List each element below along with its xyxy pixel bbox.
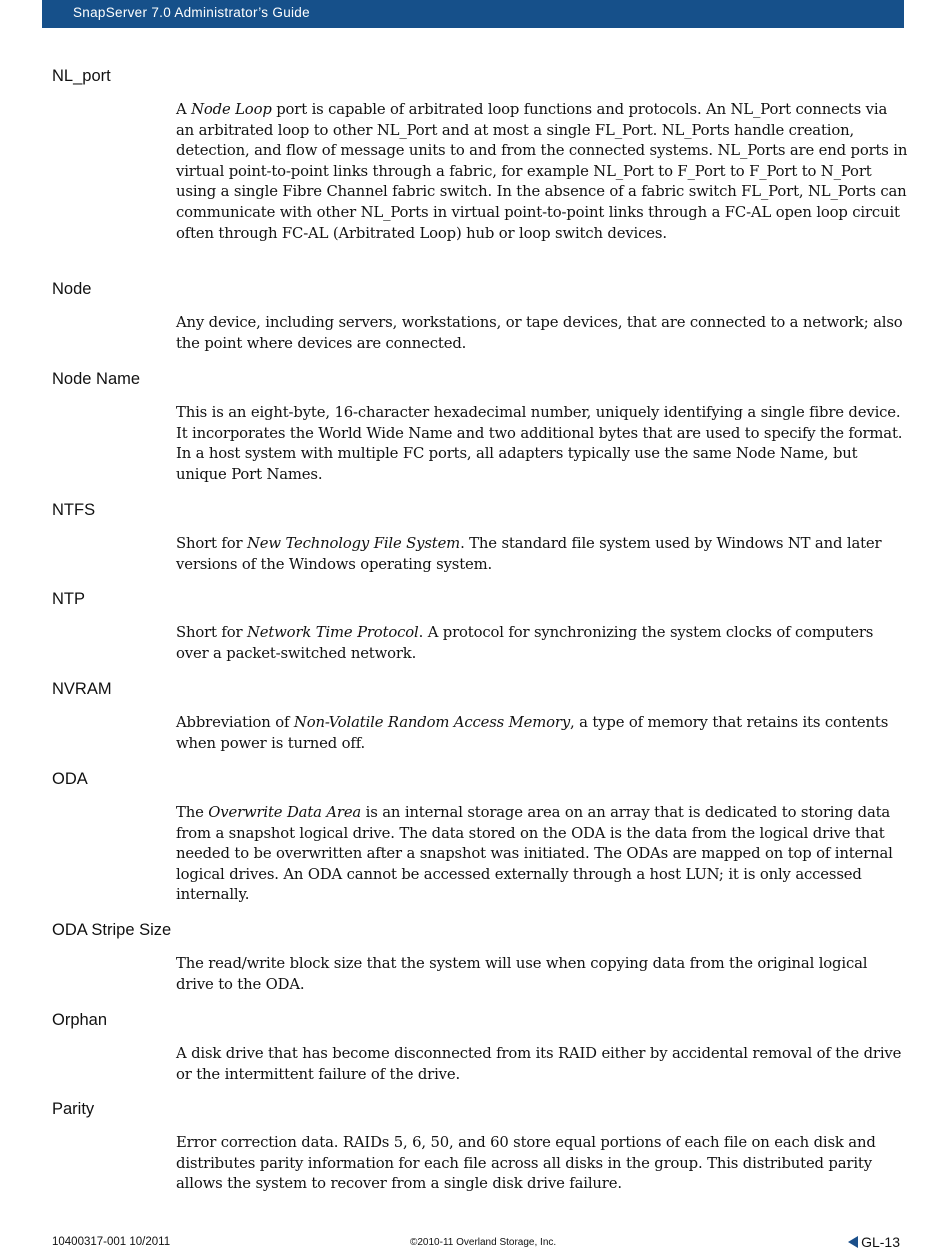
glossary-term: Parity bbox=[52, 1100, 95, 1118]
definition-italic-term: Non-Volatile Random Access Memory bbox=[293, 714, 571, 731]
glossary-definition bbox=[176, 1133, 908, 1195]
definition-italic-term: Network Time Protocol bbox=[246, 624, 419, 641]
header-title: SnapServer 7.0 Administrator’s Guide bbox=[73, 5, 310, 20]
glossary-definition bbox=[176, 313, 908, 354]
previous-page-icon[interactable] bbox=[848, 1236, 858, 1248]
footer-page-nav bbox=[848, 1234, 900, 1250]
glossary-term: NVRAM bbox=[52, 680, 112, 698]
definition-text: Short for bbox=[176, 624, 247, 641]
definition-italic-term: New Technology File System bbox=[246, 535, 461, 552]
glossary-definition bbox=[176, 713, 908, 754]
definition-text: Short for bbox=[176, 535, 247, 552]
definition-text: This is an eight-byte, 16-character hexadecimal number, uniquely identifying a single fibre device. It incorporates the World Wide Name and two additional bytes that are used to specify the format. In a host system with multiple FC ports, all adapters typically use the same Node Name, but unique Port Names. bbox=[176, 404, 903, 483]
definition-text: A bbox=[176, 101, 192, 118]
glossary-definition bbox=[176, 534, 908, 575]
glossary-definition bbox=[176, 403, 908, 485]
glossary-term: ODA bbox=[52, 770, 88, 788]
glossary-definition bbox=[176, 803, 908, 906]
glossary-definition bbox=[176, 623, 908, 664]
glossary-term: Orphan bbox=[52, 1011, 108, 1029]
definition-text: A disk drive that has become disconnected from its RAID either by accidental removal of the drive or the intermittent failure of the drive. bbox=[176, 1045, 902, 1083]
glossary-term: ODA Stripe Size bbox=[52, 921, 172, 939]
definition-text: The read/write block size that the system will use when copying data from the original logical drive to the ODA. bbox=[176, 955, 868, 993]
definition-text: , a type of memory that retains its contents when power is turned off. bbox=[176, 714, 889, 752]
definition-italic-term: Node Loop bbox=[191, 101, 272, 118]
footer-doc-id: 10400317-001 10/2011 bbox=[52, 1236, 171, 1248]
definition-text: port is capable of arbitrated loop functions and protocols. An NL_Port connects via an arbitrated loop to other NL_Port and at most a single FL_Port. NL_Ports handle creation, detection, and flow of message units to and from the connected systems. NL_Ports are end ports in virtual point-to-point links through a fabric, for example NL_Port to F_Port to F_Port to N_Port using a single Fibre Channel fabric switch. In the absence of a fabric switch FL_Port, NL_Ports can communicate with other NL_Ports in virtual point-to-point links through a FC-AL open loop circuit often through FC-AL (Arbitrated Loop) hub or loop switch devices. bbox=[176, 101, 908, 242]
definition-text: The bbox=[176, 804, 209, 821]
definition-italic-term: Overwrite Data Area bbox=[208, 804, 362, 821]
definition-text: . A protocol for synchronizing the system clocks of computers over a packet-switched network. bbox=[176, 624, 874, 662]
header-bar bbox=[42, 0, 904, 28]
glossary-term: NL_port bbox=[52, 67, 111, 85]
definition-text: Any device, including servers, workstations, or tape devices, that are connected to a network; also the point where devices are connected. bbox=[176, 314, 903, 352]
glossary-definition bbox=[176, 100, 908, 244]
glossary-term: Node Name bbox=[52, 370, 141, 388]
glossary-term: Node bbox=[52, 280, 92, 298]
definition-text: Abbreviation of bbox=[176, 714, 294, 731]
page-number: GL-13 bbox=[861, 1234, 900, 1250]
definition-text: Error correction data. RAIDs 5, 6, 50, and 60 store equal portions of each file on each disk and distributes parity information for each file across all disks in the group. This distributed parity allows the system to recover from a single disk drive failure. bbox=[176, 1134, 876, 1193]
definition-text: is an internal storage area on an array that is dedicated to storing data from a snapshot logical drive. The data stored on the ODA is the data from the logical drive that needed to be overwritten after a snapshot was initiated. The ODAs are mapped on top of internal logical drives. An ODA cannot be accessed externally through a host LUN; it is only accessed internally. bbox=[176, 804, 893, 904]
glossary-definition bbox=[176, 954, 908, 995]
glossary-term: NTFS bbox=[52, 501, 96, 519]
definition-text: . The standard file system used by Windows NT and later versions of the Windows operating system. bbox=[176, 535, 882, 573]
glossary-definition bbox=[176, 1044, 908, 1085]
footer-copyright: ©2010-11 Overland Storage, Inc. bbox=[410, 1237, 557, 1248]
glossary-term: NTP bbox=[52, 590, 85, 608]
